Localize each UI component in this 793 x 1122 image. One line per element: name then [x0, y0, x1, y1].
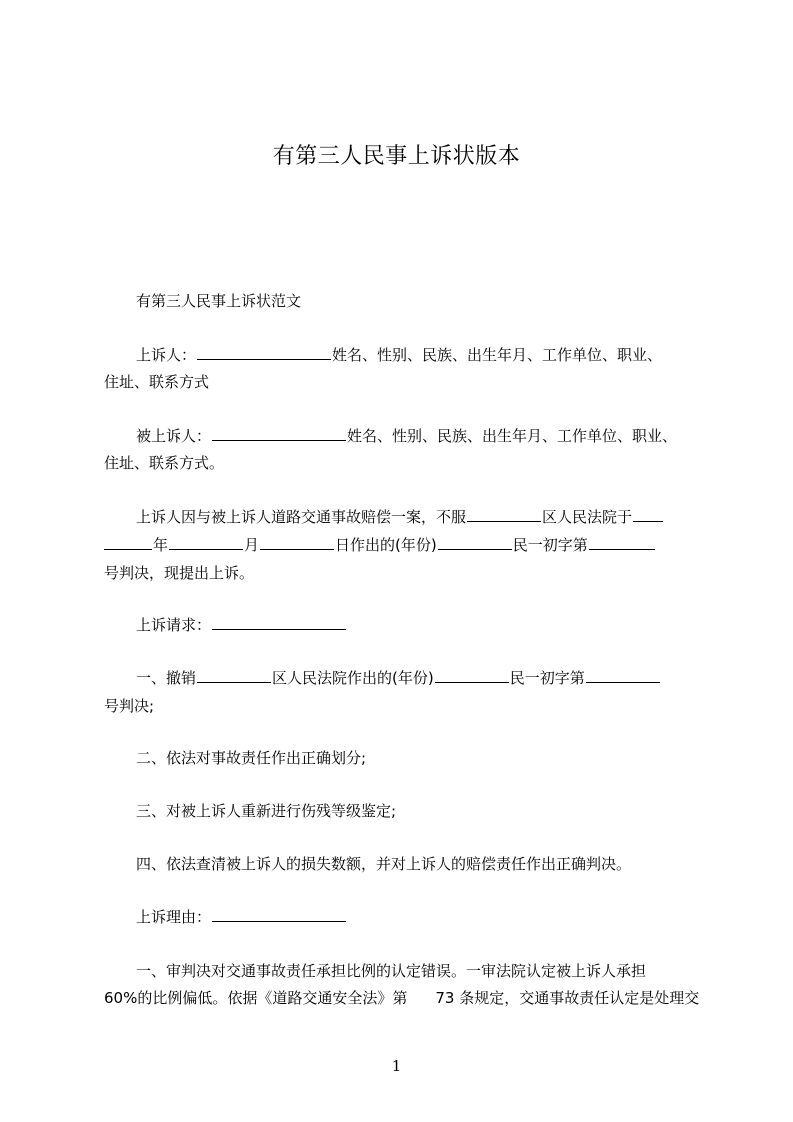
day-blank [260, 535, 334, 550]
intro-year: 年 [153, 536, 169, 554]
appellant-line-2 [104, 372, 706, 392]
subtitle [136, 291, 706, 311]
reason-1-text-1: 一、审判决对交通事故责任承担比例的认定错误。一审法院认定被上诉人承担 [136, 962, 647, 980]
reason-1-line-2 [104, 988, 706, 1008]
request-item-3 [136, 801, 706, 821]
reasons-blank [212, 907, 346, 922]
appellee-line-1 [136, 426, 706, 446]
request-item-2 [136, 748, 706, 768]
subtitle-text: 有第三人民事上诉状范文 [136, 292, 302, 310]
appellee-label: 被上诉人： [136, 427, 212, 445]
intro-day: 日作出的(年份) [335, 536, 437, 554]
page-number: 1 [391, 1057, 402, 1075]
reasons-label: 上诉理由： [136, 908, 212, 926]
year-blank-a [633, 507, 663, 522]
request-item-1 [136, 668, 706, 688]
request-1-text-b: 区人民法院作出的(年份) [272, 669, 434, 687]
appellee-fields: 姓名、性别、民族、出生年月、工作单位、职业、 [347, 427, 678, 445]
intro-line-3 [104, 563, 706, 583]
appellant-label: 上诉人： [136, 346, 197, 364]
reason-1-text-2b: 73 条规定，交通事故责任认定是处理交 [435, 989, 700, 1007]
court-blank [467, 507, 541, 522]
appellant-fields-cont: 住址、联系方式 [104, 373, 210, 391]
request-3-text: 三、对被上诉人重新进行伤残等级鉴定; [136, 802, 397, 820]
reason-1-text-2a: 60%的比例偏低。依据《道路交通安全法》第 [104, 989, 408, 1007]
appellee-name-blank [212, 426, 346, 441]
appellant-name-blank [197, 345, 331, 360]
appellant-line-1 [136, 345, 706, 365]
request-4-text: 四、依法查清被上诉人的损失数额，并对上诉人的赔偿责任作出正确判决。 [136, 855, 632, 873]
year-blank-b [104, 535, 152, 550]
requests-label: 上诉请求： [136, 616, 212, 634]
appellee-line-2 [104, 453, 706, 473]
request-1-text-a: 一、撤销 [136, 669, 197, 687]
intro-text-2: 区人民法院于 [542, 508, 633, 526]
request-1-text-c: 民一初字第 [509, 669, 585, 687]
request-1-court-blank [197, 668, 271, 683]
request-item-4 [136, 854, 706, 874]
document-title: 有第三人民事上诉状版本 [272, 144, 521, 169]
intro-text-1: 上诉人因与被上诉人道路交通事故赔偿一案，不服 [136, 508, 467, 526]
requests-heading [136, 615, 706, 635]
intro-case-prefix: 民一初字第 [512, 536, 588, 554]
reason-1-line-1 [136, 961, 706, 981]
intro-line-2 [104, 535, 706, 555]
request-1-number-blank [586, 668, 660, 683]
request-1-text-d: 号判决; [104, 697, 155, 715]
appellee-fields-cont: 住址、联系方式。 [104, 454, 225, 472]
appellant-fields: 姓名、性别、民族、出生年月、工作单位、职业、 [332, 346, 663, 364]
case-number-blank [589, 535, 655, 550]
request-2-text: 二、依法对事故责任作出正确划分; [136, 749, 367, 767]
intro-line-1 [136, 507, 706, 527]
intro-text-end: 号判决，现提出上诉。 [104, 564, 255, 582]
request-item-1-cont [104, 696, 706, 716]
month-blank [169, 535, 243, 550]
request-1-year-blank [435, 668, 509, 683]
requests-blank [212, 615, 346, 630]
case-year-blank [438, 535, 512, 550]
intro-month: 月 [244, 536, 260, 554]
reasons-heading [136, 907, 706, 927]
